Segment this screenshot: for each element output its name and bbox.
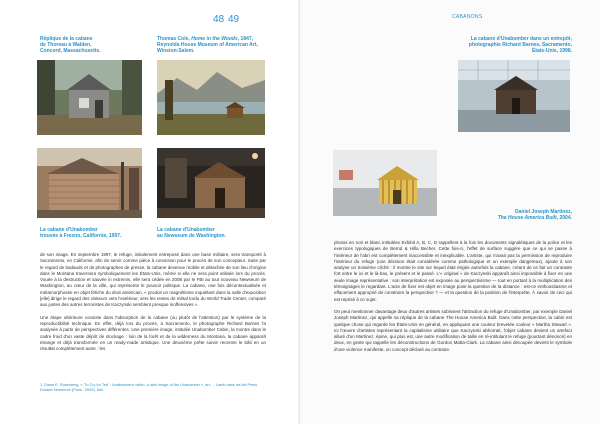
caption-thoreau: Réplique de la cabane de Thoreau à Walden, Concord, Massachusetts.	[40, 36, 101, 54]
photo-sacramento-warehouse	[458, 60, 570, 132]
right-paragraph: On peut mentionner davantage deux d'autres artistes subissent l'attraction du refuge d'Unabomber, par exemple Daniel Joseph Martinez, qui appelle sa réplique de la cabane The House America Built. Dans cette perspective, la cabin est quelque chose qui regarde les États-Unis en général, en appliquant une couleur brevetée couleur « Martha Stewart ». Ici l'œuvre d'artistes représentant la capitalisme utilitaire que Kaczynski abhorrait, l'objet cabane devient un artefact alluré d'un Martinez, épine, qui plus est, une autre modification de taille en ré-intitulant le refuge (pourtant dénoncé) en deux, en geste qui rappelle les déconstructions de Gordon Matta-Clark. La cabane ainsi découpée devient le symbole d'une violence manifeste, un concept déclaré au contraire.	[334, 308, 572, 352]
left-paragraph: Une étape ultérieure consiste dans l'absorption de la cabane (ou plutôt de l'attention) par le système de la reproductibilité technique. En effet, déjà lors du procès, à Sacramento, le photographe Richard Barnes l'a analysée à partir de perspectives différentes. Une première image, intitulée Unabomber Cabin, la montre dans le cadre froid d'un vaste dépôt de stockage : loin de la forêt et de la wilderness du Montana, la cabane apparaît étrange et déjà transformée en un ready-made artistique. Une deuxième prête suivie recentre le bâti en un résultat complètement autre : les	[40, 314, 266, 352]
right-paragraph: photos en noir et blanc intitulées Exhibit A, B, C, D rappellent à la fois les documents signalétiques de la police et les exercices typologiques de Bernd & Hilla Becher. Cette fois-ci, l'effet de surface suggère que ce qui se passe à l'intérieur de l'abri est complètement inaccessible et inexplicable. L'artiste, qui n'avait pas la permission de reproduire l'intérieur du refuge (une décision était considérée comme pathologique et un exemple dangereux), ajoute à son analyse un troisième cliché : il montre le site sur lequel était érigée autrefois la cabane, créant de ce fait un contraste fort entre le ici et le là-bas, le présent et le passé. L'« original » de Kaczynski apparaît ainsi impossible à fixer en une seule image représentative : son interprétation est exposée au perspectivisme — tout en portant à la multiplication des témoignages le regardant. L'acte de fixer est objet en image pose la question de la distance : est-ce enthoustiasme et effacement approprié de construire la perspective ? — et la question de la position de l'interprète. À savoir de ceci qui est reprisé à ce sujet.	[334, 240, 572, 302]
photo-cole-painting	[157, 60, 265, 135]
caption-newseum: La cabane d'Unabomber au Newseum de Washington.	[157, 227, 226, 239]
caption-martinez: Daniel Joseph Martinez, The House America Built, 2004.	[497, 209, 572, 221]
left-paragraph: de son image. En septembre 1997, le refuge, initialement entreposé dans une base militaire, sera transporté à Sacramento, en Californie, afin de servir comme pièce à conviction pour le procès de son concepteur. Suite par le regard de badauds et de photographes de presse, la cabane devenue mobile et détachée de son lieu d'origine dans le Montana traversera symboliquement les États-Unis, même si elle ne sera point utilisée lors du procès. Vouée à la destruction et sauvée in extremis, elle sera cédée en 2008 par le FBI au tout nouveau Newseum de Washington, au cœur de la ville, qui représente le pouvoir politique. La cabane, une fois décontextualisée et métamorphosée en objet fétiche du droit américain, « produit un magnétisme inquiétant dans la salle d'exposition [elle] dirige le regard des visiteurs vers l'extérieur, vers les restes de métal tordu du World Trade Center, comparé aux justes des autres terroristes de Kaczynski semblent presque inoffensives ».	[40, 252, 266, 308]
footnote: 1. Diane E. Rosenberg, « 'To Cry for Ted' : Unabomber's cabin, a dark image of the Unabomber », art, ... Lamb dans les Art Press Dossier Newseum (Paris : 2009), ibid.	[40, 383, 258, 392]
page-number-left: 48	[213, 14, 225, 25]
page-number-right: 49	[228, 14, 240, 25]
right-body-text	[334, 240, 572, 359]
photo-fresno-cabin	[37, 148, 142, 218]
photo-martinez-installation	[333, 150, 437, 216]
caption-fresno: La cabane d'Unabomber trouvée à Fresno, Californie, 1997.	[40, 227, 122, 239]
caption-sacramento: La cabane d'Unabomber dans un entrepôt, photographie Richard Barnes, Sacramento, États-Unis, 1998.	[468, 36, 572, 54]
left-body-text	[40, 252, 266, 358]
running-head: CABANONS	[452, 14, 483, 20]
photo-newseum-display	[157, 148, 265, 218]
photo-thoreau-cabin	[37, 60, 142, 135]
caption-cole: Thomas Cole, Home in the Woods, 1847, Reynolda House Museum of American Art, Winston-Salem.	[157, 36, 258, 54]
